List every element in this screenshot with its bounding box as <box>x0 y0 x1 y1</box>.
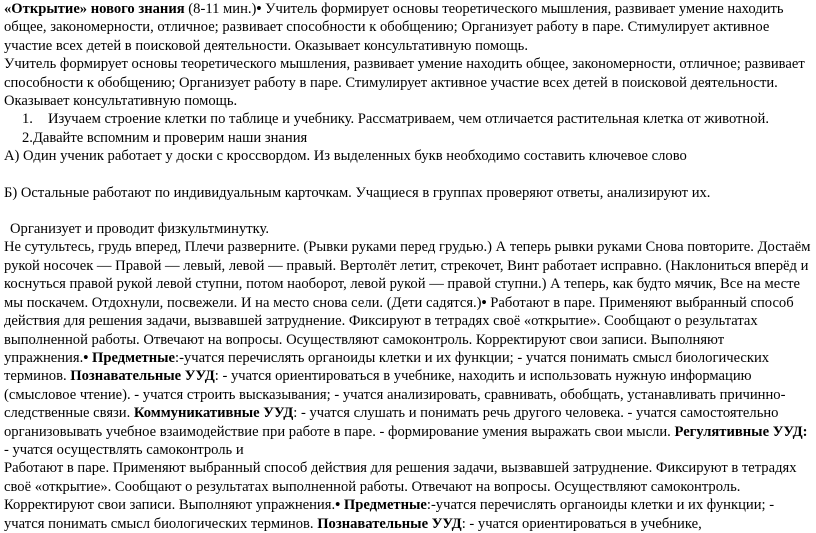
main-text-3: :-учатся перечислять органоиды клетки и их функции; - учатся понимать смысл биологических терминов. <box>4 349 770 385</box>
main-text-5: : - учатся слушать и понимать речь другого человека. - учатся самостоятельно организовывать учебное взаимодействие при работе в паре. - формирование умения выражать свои мысли. <box>4 405 779 440</box>
stage-time: (8-11 мин.) <box>184 1 257 17</box>
main-text-4: : - учатся ориентироваться в учебнике, находить и использовать нужную информацию (смысловое чтение). - учатся строить высказывания; - учатся анализировать, сравнивать, обобщать, устанавливать причинно-следственные связи. <box>4 368 786 422</box>
paragraph-last <box>4 459 812 533</box>
bullet-icon: • <box>335 497 341 514</box>
paragraph-opening <box>4 0 812 55</box>
main-text-2: Работают в паре. Применяют выбранный способ действия для решения задачи, вызвавшей затруднение. Фиксируют в тетрадях своё «открытие». Сообщают о результатах выполненной работы. Отвечают на вопросы. Осуществляют самоконтроль. Корректируют свои записи. Выполняют упражнения. <box>4 294 794 366</box>
label-communicative: Коммуникативные УУД <box>133 405 294 422</box>
bullet-icon: • <box>83 349 89 366</box>
blank-line <box>4 166 812 184</box>
last-text-1: Работают в паре. Применяют выбранный способ действия для решения задачи, вызвавшей затруднение. Фиксируют в тетрадях своё «открытие». Сообщают о результатах выполненной работы. Отвечают на вопросы. Осуществляют самоконтроль. Корректируют свои записи. Выполняют упражнения. <box>4 460 797 514</box>
list-item-2: 2.Давайте вспомним и проверим наши знания <box>22 129 308 146</box>
paragraph-a: А) Один ученик работает у доски с кроссвордом. Из выделенных букв необходимо составить ключевое слово <box>4 148 687 165</box>
opening-text: Учитель формирует основы теоретического мышления, развивает умение находить общее, закономерности, отличное; развивает способности к обобщению; Организует работу в паре. Стимулирует активное участие всех детей в поисковой деятельности. Оказывает консультативную помощь. <box>4 1 784 54</box>
label-cognitive: Познавательные УУД <box>317 515 462 532</box>
last-text-3: : - учатся ориентироваться в учебнике, <box>461 515 702 532</box>
main-text-1: Не сутультесь, грудь вперед, Плечи разверните. (Рывки руками перед грудью.) А теперь рывки руками Снова повторите. Достаём рукой носочек — Правой — левый, левой — правый. Вертолёт летит, стрекочет, Винт работает исправно. (Наклониться вперёд и коснуться правой рукой левой ступни, потом наоборот, левой рукой — правой ступни.) А теперь, как будто мячик, Все на месте мы поскачем. Отдохнули, посвежели. И на место снова сели. (Дети садятся.) <box>4 239 811 311</box>
paragraph-teacher: Учитель формирует основы теоретического мышления, развивает умение находить общее, закономерности, отличное; развивает способности к обобщению; Организует работу в паре. Стимулирует активное участие всех детей в поисковой деятельности. Оказывает консультативную помощь. <box>4 56 805 110</box>
label-cognitive: Познавательные УУД <box>70 368 215 385</box>
stage-title: «Открытие» нового знания <box>4 1 185 17</box>
list-item-text: Изучаем строение клетки по таблице и учебнику. Рассматриваем, чем отличается растительная клетка от животной. <box>48 111 769 128</box>
main-text-6: - учатся осуществлять самоконтроль и <box>4 441 244 458</box>
label-regulative: Регулятивные УУД: <box>674 423 808 440</box>
paragraph-main <box>4 238 812 459</box>
blank-line <box>4 202 812 220</box>
label-subject: Предметные <box>92 349 176 366</box>
paragraph-fizminutka: Организует и проводит физкультминутку. <box>10 221 270 238</box>
last-text-2: :-учатся перечислять органоиды клетки и их функции; - учатся понимать смысл биологических терминов. <box>4 497 775 532</box>
label-subject: Предметные <box>343 497 427 514</box>
bullet-icon: • <box>481 294 487 311</box>
paragraph-b: Б) Остальные работают по индивидуальным карточкам. Учащиеся в группах проверяют ответы, анализируют их. <box>4 184 711 201</box>
bullet-icon: • <box>256 1 262 17</box>
list-number: 1. <box>22 111 33 128</box>
list-item-1 <box>4 110 812 128</box>
